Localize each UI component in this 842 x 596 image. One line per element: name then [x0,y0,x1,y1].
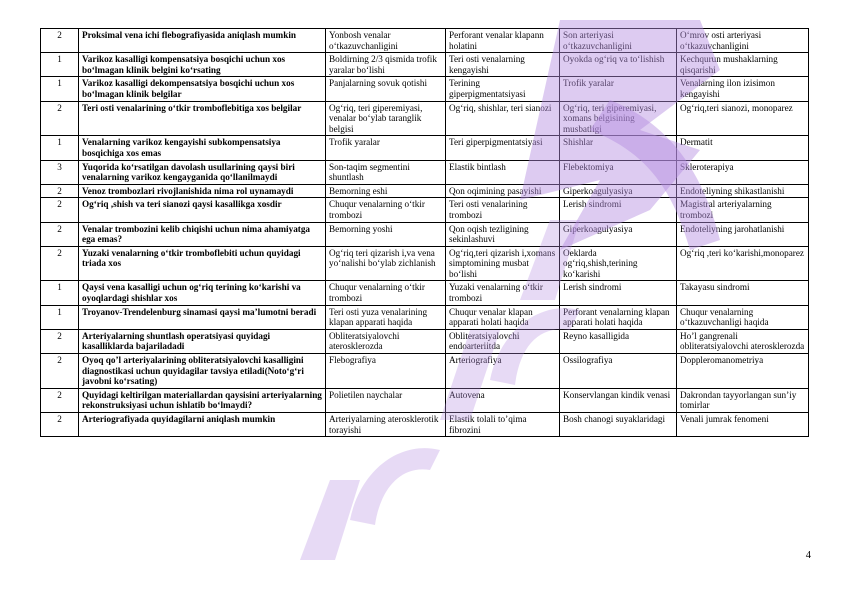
answer-c-cell: Lerish sindromi [560,198,677,222]
answer-c-cell: Ossilografiya [560,354,677,389]
answer-a-cell: Polietilen naychalar [326,388,446,412]
question-cell: Venalar trombozini kelib chiqishi uchun nima ahamiyatga ega emas? [79,222,326,246]
difficulty-cell: 2 [41,246,79,281]
answer-a-cell: Chuqur venalarning o‘tkir trombozi [326,198,446,222]
answer-b-cell: Elastik tolali to’qima fibrozini [446,413,560,437]
answer-d-cell: Chuqur venalarning o‘tkazuvchanligi haqida [677,305,809,329]
difficulty-cell: 2 [41,184,79,198]
answer-d-cell: Venali jumrak fenomeni [677,413,809,437]
answer-d-cell: O‘mrov osti arteriyasi o‘tkazuvchanligini [677,29,809,53]
table-row [41,222,809,246]
answer-d-cell: Venalarning ilon izisimon kengayishi [677,77,809,101]
answer-c-cell: Perforant venalarning klapan apparati holati haqida [560,305,677,329]
answer-c-cell: Oyokda og‘riq va to‘lishish [560,53,677,77]
answer-c-cell: Bosh chanogi suyaklaridagi [560,413,677,437]
answer-b-cell: Autovena [446,388,560,412]
answer-b-cell: Terining giperpigmentatsiyasi [446,77,560,101]
question-cell: Venalarning varikoz kengayishi subkompensatsiya bosqichiga xos emas [79,136,326,160]
answer-d-cell: Kechqurun mushaklarning qisqarishi [677,53,809,77]
table-row [41,388,809,412]
answer-c-cell: Shishlar [560,136,677,160]
answer-d-cell: Doppleromanometriya [677,354,809,389]
difficulty-cell: 1 [41,53,79,77]
question-cell: Varikoz kasalligi dekompensatsiya bosqichi uchun xos bo‘lmagan klinik belgilar [79,77,326,101]
answer-c-cell: Giperkoagulyasiya [560,222,677,246]
answer-b-cell: Teri osti venalarning kengayishi [446,53,560,77]
difficulty-cell: 2 [41,198,79,222]
answer-a-cell: Obliteratsiyalovchi aterosklerozda [326,329,446,353]
question-cell: Quyidagi keltirilgan materiallardan qaysisini arteriyalarning rekonstruksiyasi uchun ishlatib bo‘lmaydi? [79,388,326,412]
answer-a-cell: Bemorning eshi [326,184,446,198]
answer-b-cell: Arteriografiya [446,354,560,389]
question-cell: Arteriyalarning shuntlash operatsiyasi quyidagi kasalliklarda bajariladadi [79,329,326,353]
answer-b-cell: Teri osti venalarining trombozi [446,198,560,222]
answer-a-cell: Og‘riq teri qizarish i,va vena yo‘nalishi bo‘ylab zichlanish [326,246,446,281]
answer-a-cell: Chuqur venalarning o‘tkir trombozi [326,281,446,305]
answer-d-cell: Endoteliyning shikastlanishi [677,184,809,198]
question-cell: Qaysi vena kasalligi uchun og‘riq terining ko‘karishi va oyoqlardagi shishlar xos [79,281,326,305]
question-cell: Yuzaki venalarning o‘tkir tromboflebiti uchun quyidagi triada xos [79,246,326,281]
answer-c-cell: Konservlangan kindik venasi [560,388,677,412]
answer-b-cell: Obliteratsiyalovchi endoarteriitda [446,329,560,353]
answer-d-cell: Takayasu sindromi [677,281,809,305]
question-cell: Yuqorida ko‘rsatilgan davolash usullarining qaysi biri venalarning varikoz kengayganida qo‘llanilmaydi [79,160,326,184]
answer-d-cell: Skleroterapiya [677,160,809,184]
difficulty-cell: 2 [41,354,79,389]
table-row [41,198,809,222]
answer-b-cell: Og‘riq,teri qizarish i,xomans simptomining musbat bo‘lishi [446,246,560,281]
answer-a-cell: Panjalarning sovuk qotishi [326,77,446,101]
table-row [41,77,809,101]
difficulty-cell: 1 [41,305,79,329]
answer-b-cell: Og‘riq, shishlar, teri sianozi [446,101,560,136]
answer-a-cell: Boldirning 2/3 qismida trofik yaralar bo‘lishi [326,53,446,77]
table-row [41,329,809,353]
difficulty-cell: 2 [41,329,79,353]
answer-b-cell: Qon oqimining pasayishi [446,184,560,198]
answer-c-cell: Lerish sindromi [560,281,677,305]
difficulty-cell: 2 [41,388,79,412]
answer-b-cell: Perforant venalar klapann holatini [446,29,560,53]
answer-c-cell: Oeklarda og‘riq,shish,terining ko‘karishi [560,246,677,281]
table-row [41,413,809,437]
answer-d-cell: Magistral arteriyalarning trombozi [677,198,809,222]
answer-d-cell: Og‘riq ,teri ko‘karishi,monoparez [677,246,809,281]
answer-c-cell: Og‘riq, teri giperemiyasi, xomans belgisining musbatligi [560,101,677,136]
answer-b-cell: Chuqur venalar klapan apparati holati haqida [446,305,560,329]
answer-a-cell: Son-taqim segmentini shuntlash [326,160,446,184]
table-row [41,281,809,305]
answer-c-cell: Giperkoagulyasiya [560,184,677,198]
question-cell: Varikoz kasalligi kompensatsiya bosqichi uchun xos bo‘lmagan klinik belgini ko‘rsating [79,53,326,77]
difficulty-cell: 2 [41,29,79,53]
answer-b-cell: Teri giperpigmentatsiyasi [446,136,560,160]
table-row [41,136,809,160]
question-cell: Venoz trombozlari rivojlanishida nima rol uynamaydi [79,184,326,198]
answer-d-cell: Ho’l gangrenali obliteratsiyalovchi aterosklerozda [677,329,809,353]
question-cell: Oyoq qo’l arteriyalarining obliteratsiyalovchi kasalligini diagnostikasi uchun quyidagilar tavsiya etiladi(Noto‘g‘ri javobni ko‘rsating) [79,354,326,389]
answer-c-cell: Trofik yaralar [560,77,677,101]
answer-c-cell: Flebektomiya [560,160,677,184]
answer-a-cell: Arteriyalarning aterosklerotik torayishi [326,413,446,437]
table-row [41,246,809,281]
difficulty-cell: 2 [41,222,79,246]
difficulty-cell: 1 [41,136,79,160]
difficulty-cell: 3 [41,160,79,184]
answer-b-cell: Elastik bintlash [446,160,560,184]
page-number: 4 [805,550,811,561]
difficulty-cell: 2 [41,101,79,136]
question-cell: Arteriografiyada quyidagilarni aniqlash mumkin [79,413,326,437]
question-cell: Og‘riq ,shish va teri sianozi qaysi kasallikga xosdir [79,198,326,222]
answer-d-cell: Og‘riq,teri sianozi, monoparez [677,101,809,136]
answer-a-cell: Yonbosh venalar o‘tkazuvchanligini [326,29,446,53]
answer-b-cell: Yuzaki venalarning o‘tkir trombozi [446,281,560,305]
answer-c-cell: Reyno kasalligida [560,329,677,353]
answer-a-cell: Flebografiya [326,354,446,389]
answer-c-cell: Son arteriyasi o‘tkazuvchanligini [560,29,677,53]
answer-d-cell: Dermatit [677,136,809,160]
table-row [41,53,809,77]
question-cell: Troyanov-Trendelenburg sinamasi qaysi ma’lumotni beradi [79,305,326,329]
answer-a-cell: Trofik yaralar [326,136,446,160]
table-row [41,29,809,53]
question-cell: Proksimal vena ichi flebografiyasida aniqlash mumkin [79,29,326,53]
table-row [41,305,809,329]
table-row [41,160,809,184]
difficulty-cell: 1 [41,281,79,305]
answer-a-cell: Og‘riq, teri giperemiyasi, venalar bo‘ylab taranglik belgisi [326,101,446,136]
answer-d-cell: Endoteliyning jarohatlanishi [677,222,809,246]
table-row [41,101,809,136]
answer-d-cell: Dakrondan tayyorlangan sun’iy tomirlar [677,388,809,412]
question-cell: Teri osti venalarining o‘tkir tromboflebitiga xos belgilar [79,101,326,136]
difficulty-cell: 2 [41,413,79,437]
table-row [41,354,809,389]
difficulty-cell: 1 [41,77,79,101]
table-row [41,184,809,198]
answer-a-cell: Bemorning yoshi [326,222,446,246]
answer-a-cell: Teri osti yuza venalarining klapan apparati haqida [326,305,446,329]
quiz-table [40,28,809,437]
answer-b-cell: Qon oqish tezligining sekinlashuvi [446,222,560,246]
